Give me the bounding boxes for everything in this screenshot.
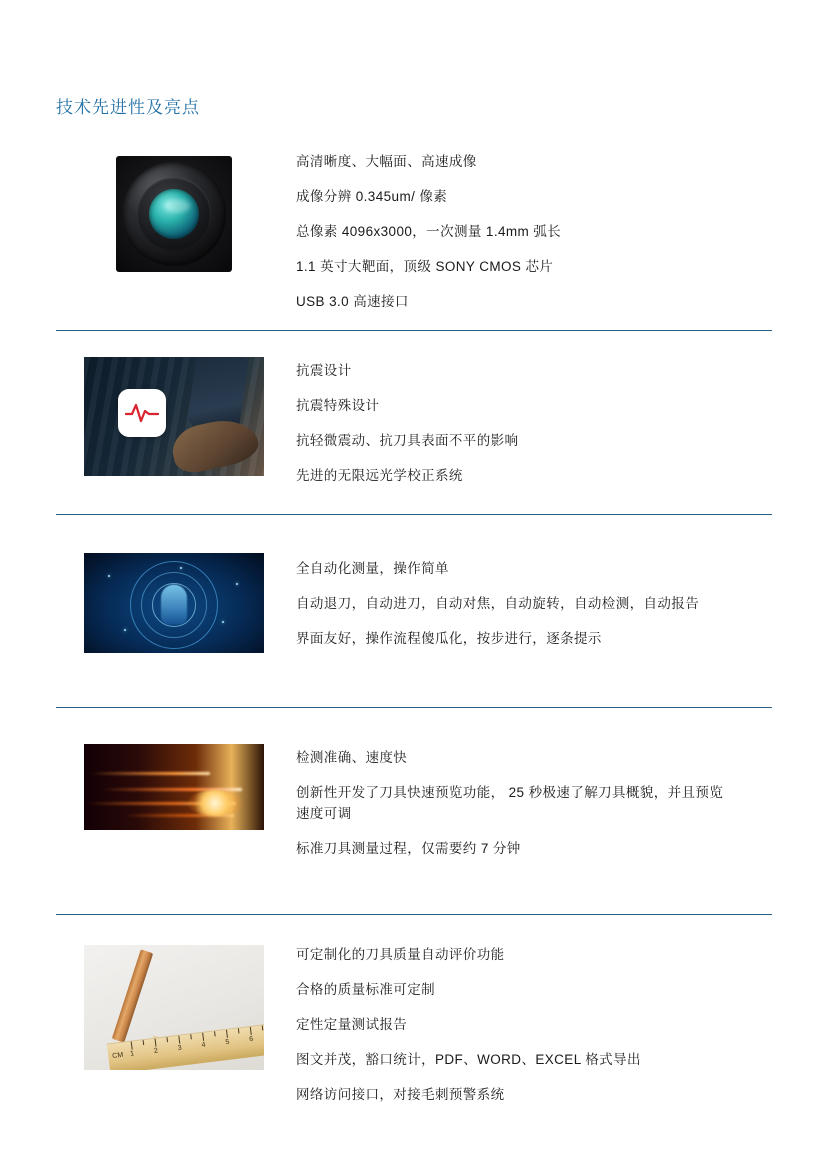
feature-image-wrap <box>56 150 292 272</box>
feature-line: 抗轻微震动、抗刀具表面不平的影响 <box>296 432 519 448</box>
feature-line: 可定制化的刀具质量自动评价功能 <box>296 947 505 962</box>
spark-dot <box>236 583 238 585</box>
feature-section <box>56 150 772 322</box>
light-trail <box>90 772 210 775</box>
ruler-tick <box>143 1040 145 1045</box>
spark-dot <box>222 621 224 623</box>
camera-lens-photo <box>116 156 232 272</box>
ruler-unit-label: CM <box>111 1051 124 1060</box>
feature-section <box>56 515 772 685</box>
spark-dot <box>124 629 126 631</box>
feature-section <box>56 915 772 1106</box>
feature-text <box>292 945 772 1106</box>
feature-line: 总像素 4096x3000，一次测量 1.4mm 弧长 <box>296 223 562 239</box>
feature-text <box>292 150 772 313</box>
ruler-tick <box>250 1027 252 1035</box>
feature-line: 合格的质量标准可定制 <box>296 981 435 997</box>
feature-text <box>292 357 772 487</box>
ruler-number: 2 <box>153 1047 159 1055</box>
feature-line: 图文并茂，豁口统计，PDF、WORD、EXCEL 格式导出 <box>296 1051 641 1067</box>
headlight-glow <box>188 790 242 816</box>
ruler-number: 5 <box>225 1038 230 1047</box>
feature-line: 全自动化测量，操作简单 <box>296 561 449 576</box>
lens-highlight <box>164 199 190 213</box>
feature-line: USB 3.0 高速接口 <box>296 293 409 309</box>
ruler-number: 3 <box>177 1044 183 1052</box>
spark-dot <box>180 567 182 569</box>
ruler <box>107 1023 264 1070</box>
ruler-number: 6 <box>248 1035 254 1044</box>
lens-glass <box>149 189 199 239</box>
feature-line: 成像分辨 0.345um/ 像素 <box>296 188 448 204</box>
pencil-body <box>112 949 153 1042</box>
feature-line: 高清晰度、大幅面、高速成像 <box>296 154 477 169</box>
feature-line: 1.1 英寸大靶面，顶级 SONY CMOS 芯片 <box>296 258 554 274</box>
feature-image-wrap <box>56 744 292 830</box>
pencil-ruler-photo <box>84 945 264 1070</box>
feature-section <box>56 331 772 504</box>
feature-line: 自动退刀，自动进刀，自动对焦，自动旋转，自动检测，自动报告 <box>296 595 700 611</box>
pulse-icon <box>125 402 159 424</box>
ruler-tick <box>190 1034 192 1039</box>
heartbeat-badge <box>118 389 166 437</box>
feature-line: 抗震特殊设计 <box>296 397 380 413</box>
automation-photo <box>84 553 264 653</box>
ruler-tick <box>238 1028 240 1033</box>
feature-section-list <box>56 150 772 1106</box>
page-title: 技术先进性及亮点 <box>56 98 200 117</box>
feature-image-wrap <box>56 553 292 653</box>
feature-image-wrap <box>56 945 292 1070</box>
feature-line: 网络访问接口，对接毛刺预警系统 <box>296 1086 505 1102</box>
ruler-tick <box>178 1036 180 1044</box>
ruler-number: 4 <box>201 1041 207 1050</box>
feature-text <box>292 744 772 860</box>
feature-image-wrap <box>56 357 292 476</box>
feature-line: 先进的无限远光学校正系统 <box>296 467 463 483</box>
feature-line: 检测准确、速度快 <box>296 750 408 765</box>
hologram-figure <box>161 585 187 625</box>
leg-shape <box>187 357 249 430</box>
ruler-tick <box>214 1031 216 1036</box>
feature-line: 标准刀具测量过程，仅需要约 7 分钟 <box>296 840 521 856</box>
feature-line: 定性定量测试报告 <box>296 1016 408 1032</box>
ruler-tick <box>262 1025 264 1030</box>
feature-text <box>292 553 772 650</box>
ruler-tick <box>166 1037 168 1042</box>
spark-dot <box>108 575 110 577</box>
ruler-tick <box>226 1030 228 1038</box>
feature-line: 抗震设计 <box>296 363 352 378</box>
ruler-tick <box>202 1033 204 1041</box>
anti-vibration-photo <box>84 357 264 476</box>
feature-line: 界面友好，操作流程傻瓜化，按步进行，逐条提示 <box>296 630 602 646</box>
ruler-tick <box>131 1042 133 1050</box>
feature-section <box>56 708 772 900</box>
ruler-number: 1 <box>129 1050 135 1058</box>
ruler-tick <box>155 1039 157 1047</box>
feature-line: 创新性开发了刀具快速预览功能， 25 秒极速了解刀具概貌，并且预览速度可调 <box>296 784 724 821</box>
light-trails-photo <box>84 744 264 830</box>
